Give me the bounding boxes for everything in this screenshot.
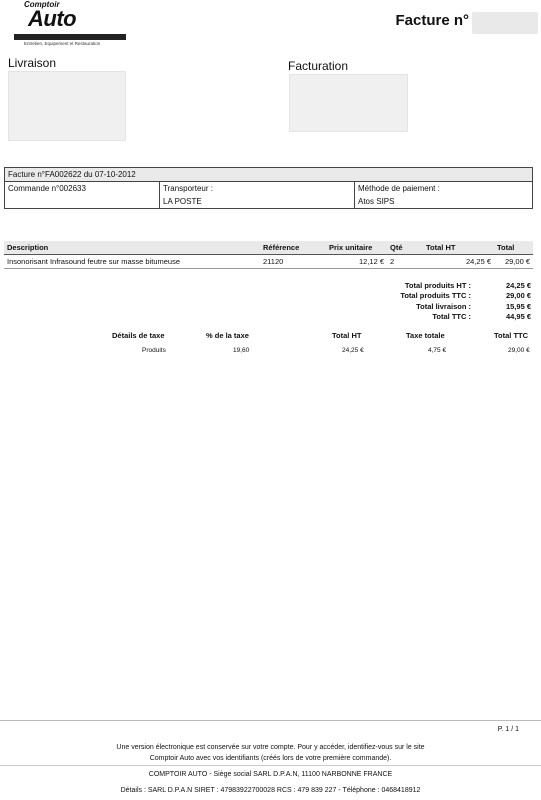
total-shipping-label: Total livraison :: [416, 301, 471, 311]
total-row: [351, 312, 531, 322]
item-total: 29,00 €: [494, 255, 533, 269]
invoice-number-line: Facture n°FA002622 du 07-10-2012: [5, 168, 533, 182]
delivery-address-redacted: [8, 71, 126, 141]
col-total: Total: [494, 241, 533, 255]
col-description: Description: [4, 241, 260, 255]
invoice-info-table: [4, 167, 533, 209]
logo-main-text: Auto: [28, 6, 77, 31]
tax-col-rate: % de la taxe: [206, 331, 249, 340]
item-qty: 2: [387, 255, 423, 269]
item-unit-price: 12,12 €: [326, 255, 387, 269]
company-logo: [6, 0, 136, 46]
total-products-ht-value: 24,25 €: [505, 281, 531, 290]
tax-row-total-ht: 24,25 €: [342, 347, 364, 354]
logo-tagline: Entretien, Equipement et Restauration: [24, 41, 101, 46]
footer-notice-line1: Une version électronique est conservée sur votre compte. Pour y accéder, identifiez-vous sur le site: [116, 744, 425, 751]
footer-notice-line2: Comptoir Auto avec vos identifiants (créés lors de votre première commande).: [149, 755, 392, 762]
total-shipping-value: 15,95 €: [505, 301, 531, 311]
carrier-cell: [160, 182, 355, 209]
col-unit-price: Prix unitaire: [326, 241, 387, 255]
items-table: [4, 241, 533, 269]
total-products-ht-label: Total produits HT :: [404, 281, 471, 290]
total-ttc-label: Total TTC :: [432, 311, 471, 321]
tax-row-total-ttc: 29,00 €: [508, 347, 530, 354]
tax-row-tax-total: 4,75 €: [428, 347, 447, 354]
total-ttc-value: 44,95 €: [505, 311, 531, 321]
tax-row-name: Produits: [142, 347, 166, 354]
items-header-row: [4, 241, 533, 255]
footer-company: COMPTOIR AUTO - Siège social SARL D.P.A.N, 11100 NARBONNE FRANCE: [148, 771, 393, 778]
tax-col-total-ht: Total HT: [332, 331, 362, 340]
tax-row-rate: 19,60: [233, 347, 250, 354]
total-row: [351, 302, 531, 312]
footer-rule: [0, 765, 541, 766]
footer-details: Détails : SARL D.P.A.N SIRET : 47983922700028 RCS : 479 839 227 - Téléphone : 0468418912: [120, 787, 421, 794]
billing-label: Facturation: [288, 59, 349, 73]
total-row: [351, 291, 531, 301]
total-products-ttc-value: 29,00 €: [505, 291, 531, 301]
carrier-value: LA POSTE: [163, 197, 202, 206]
billing-address-redacted: [289, 74, 408, 132]
page-number: P. 1 / 1: [497, 726, 519, 733]
tax-col-total-ttc: Total TTC: [494, 331, 529, 340]
carrier-label: Transporteur :: [163, 184, 213, 193]
totals-block: [351, 281, 531, 322]
col-total-ht: Total HT: [423, 241, 494, 255]
col-reference: Référence: [260, 241, 326, 255]
delivery-label: Livraison: [8, 56, 57, 70]
order-label: Commande n°002633: [8, 184, 86, 193]
total-products-ttc-label: Total produits TTC :: [400, 291, 471, 301]
item-description: Insonorisant Infrasound feutre sur masse bitumeuse: [4, 255, 260, 269]
item-total-ht: 24,25 €: [423, 255, 494, 269]
redacted-invoice-number: [472, 12, 538, 34]
tax-col-tax-total: Taxe totale: [406, 331, 445, 340]
table-row: [4, 255, 533, 269]
logo-small-text: Comptoir: [24, 0, 60, 9]
tax-col-details: Détails de taxe: [112, 331, 165, 340]
item-reference: 21120: [260, 255, 326, 269]
payment-cell: [355, 182, 533, 209]
logo-bar: [14, 34, 126, 40]
col-qty: Qté: [387, 241, 423, 255]
order-number: [5, 182, 160, 209]
total-row: [351, 281, 531, 291]
payment-label: Méthode de paiement :: [358, 184, 440, 193]
payment-value: Atos SIPS: [358, 197, 395, 206]
footer-divider: [0, 720, 541, 721]
invoice-title: Facture n°: [395, 12, 469, 29]
